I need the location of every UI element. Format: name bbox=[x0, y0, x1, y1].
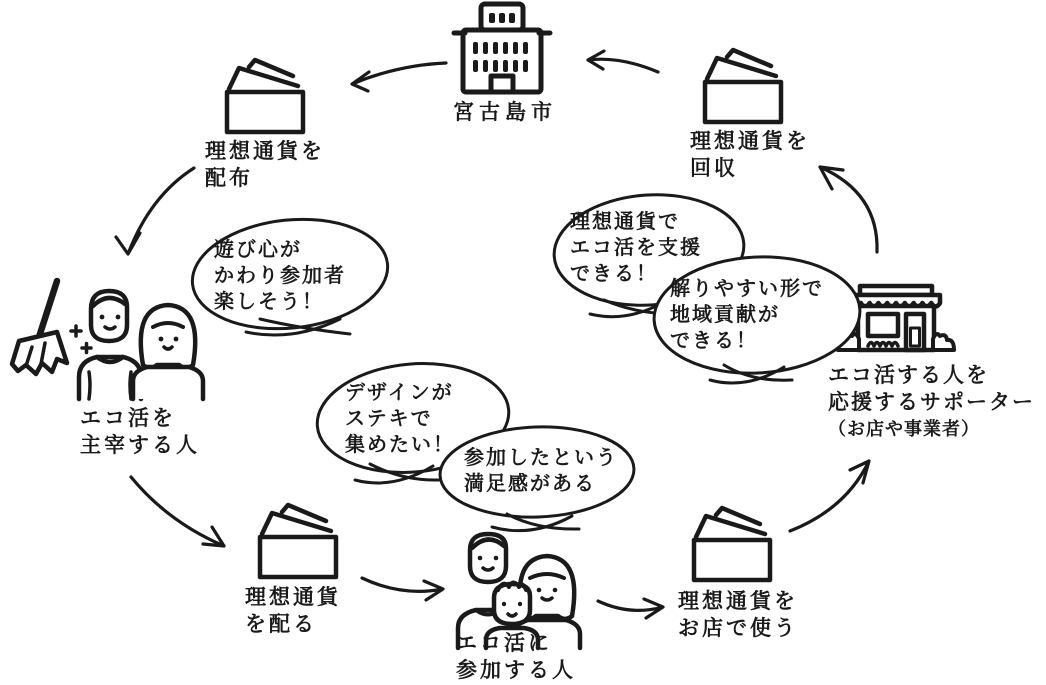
distribute-label: 理想通貨を 配布 bbox=[205, 139, 325, 190]
arrow-distribute-to-organizer bbox=[116, 168, 194, 254]
speech-bubble-satisfaction: 参加したという 満足感がある bbox=[437, 425, 642, 547]
arrow-handout-to-participant bbox=[362, 578, 443, 600]
city-label: 宮古島市 bbox=[453, 100, 557, 124]
currency-card-stack-icon bbox=[258, 505, 338, 579]
use-at-shop-label: 理想通貨を お店で使う bbox=[678, 589, 798, 640]
arrow-useatshop-to-supporter bbox=[790, 461, 869, 531]
collect-label: 理想通貨を 回収 bbox=[690, 129, 810, 180]
city-hall-building-icon bbox=[452, 2, 552, 97]
speech-bubble-design: デザインが ステキで 集めたい！ bbox=[315, 362, 515, 494]
currency-card-stack-icon bbox=[703, 50, 783, 124]
speech-bubble-support: 理想通貨で エコ活を支援 できる！ bbox=[552, 192, 752, 332]
currency-card-stack-icon bbox=[692, 508, 772, 582]
arrow-collect-to-city bbox=[588, 51, 658, 72]
arrow-supporter-to-collect bbox=[820, 167, 877, 252]
speech-bubble-contribution: 解りやすい形で 地域貢献が できる！ bbox=[652, 255, 867, 395]
currency-card-stack-icon bbox=[225, 60, 305, 134]
arrow-participant-to-useatshop bbox=[598, 599, 663, 618]
organizer-couple-with-broom-icon bbox=[5, 275, 205, 400]
arrow-city-to-distribute bbox=[352, 63, 446, 91]
participant-label: エコ活に 参加する人 bbox=[456, 631, 576, 682]
speech-bubble-playful: 遊び心が かわり参加者 楽しそう！ bbox=[188, 216, 393, 351]
organizer-label: エコ活を 主宰する人 bbox=[80, 406, 200, 457]
hand-out-label: 理想通貨 を配る bbox=[245, 585, 341, 636]
supporter-label: エコ活する人を 応援するサポーター （お店や事業者） bbox=[828, 363, 1035, 440]
arrow-organizer-to-handout bbox=[131, 477, 224, 546]
